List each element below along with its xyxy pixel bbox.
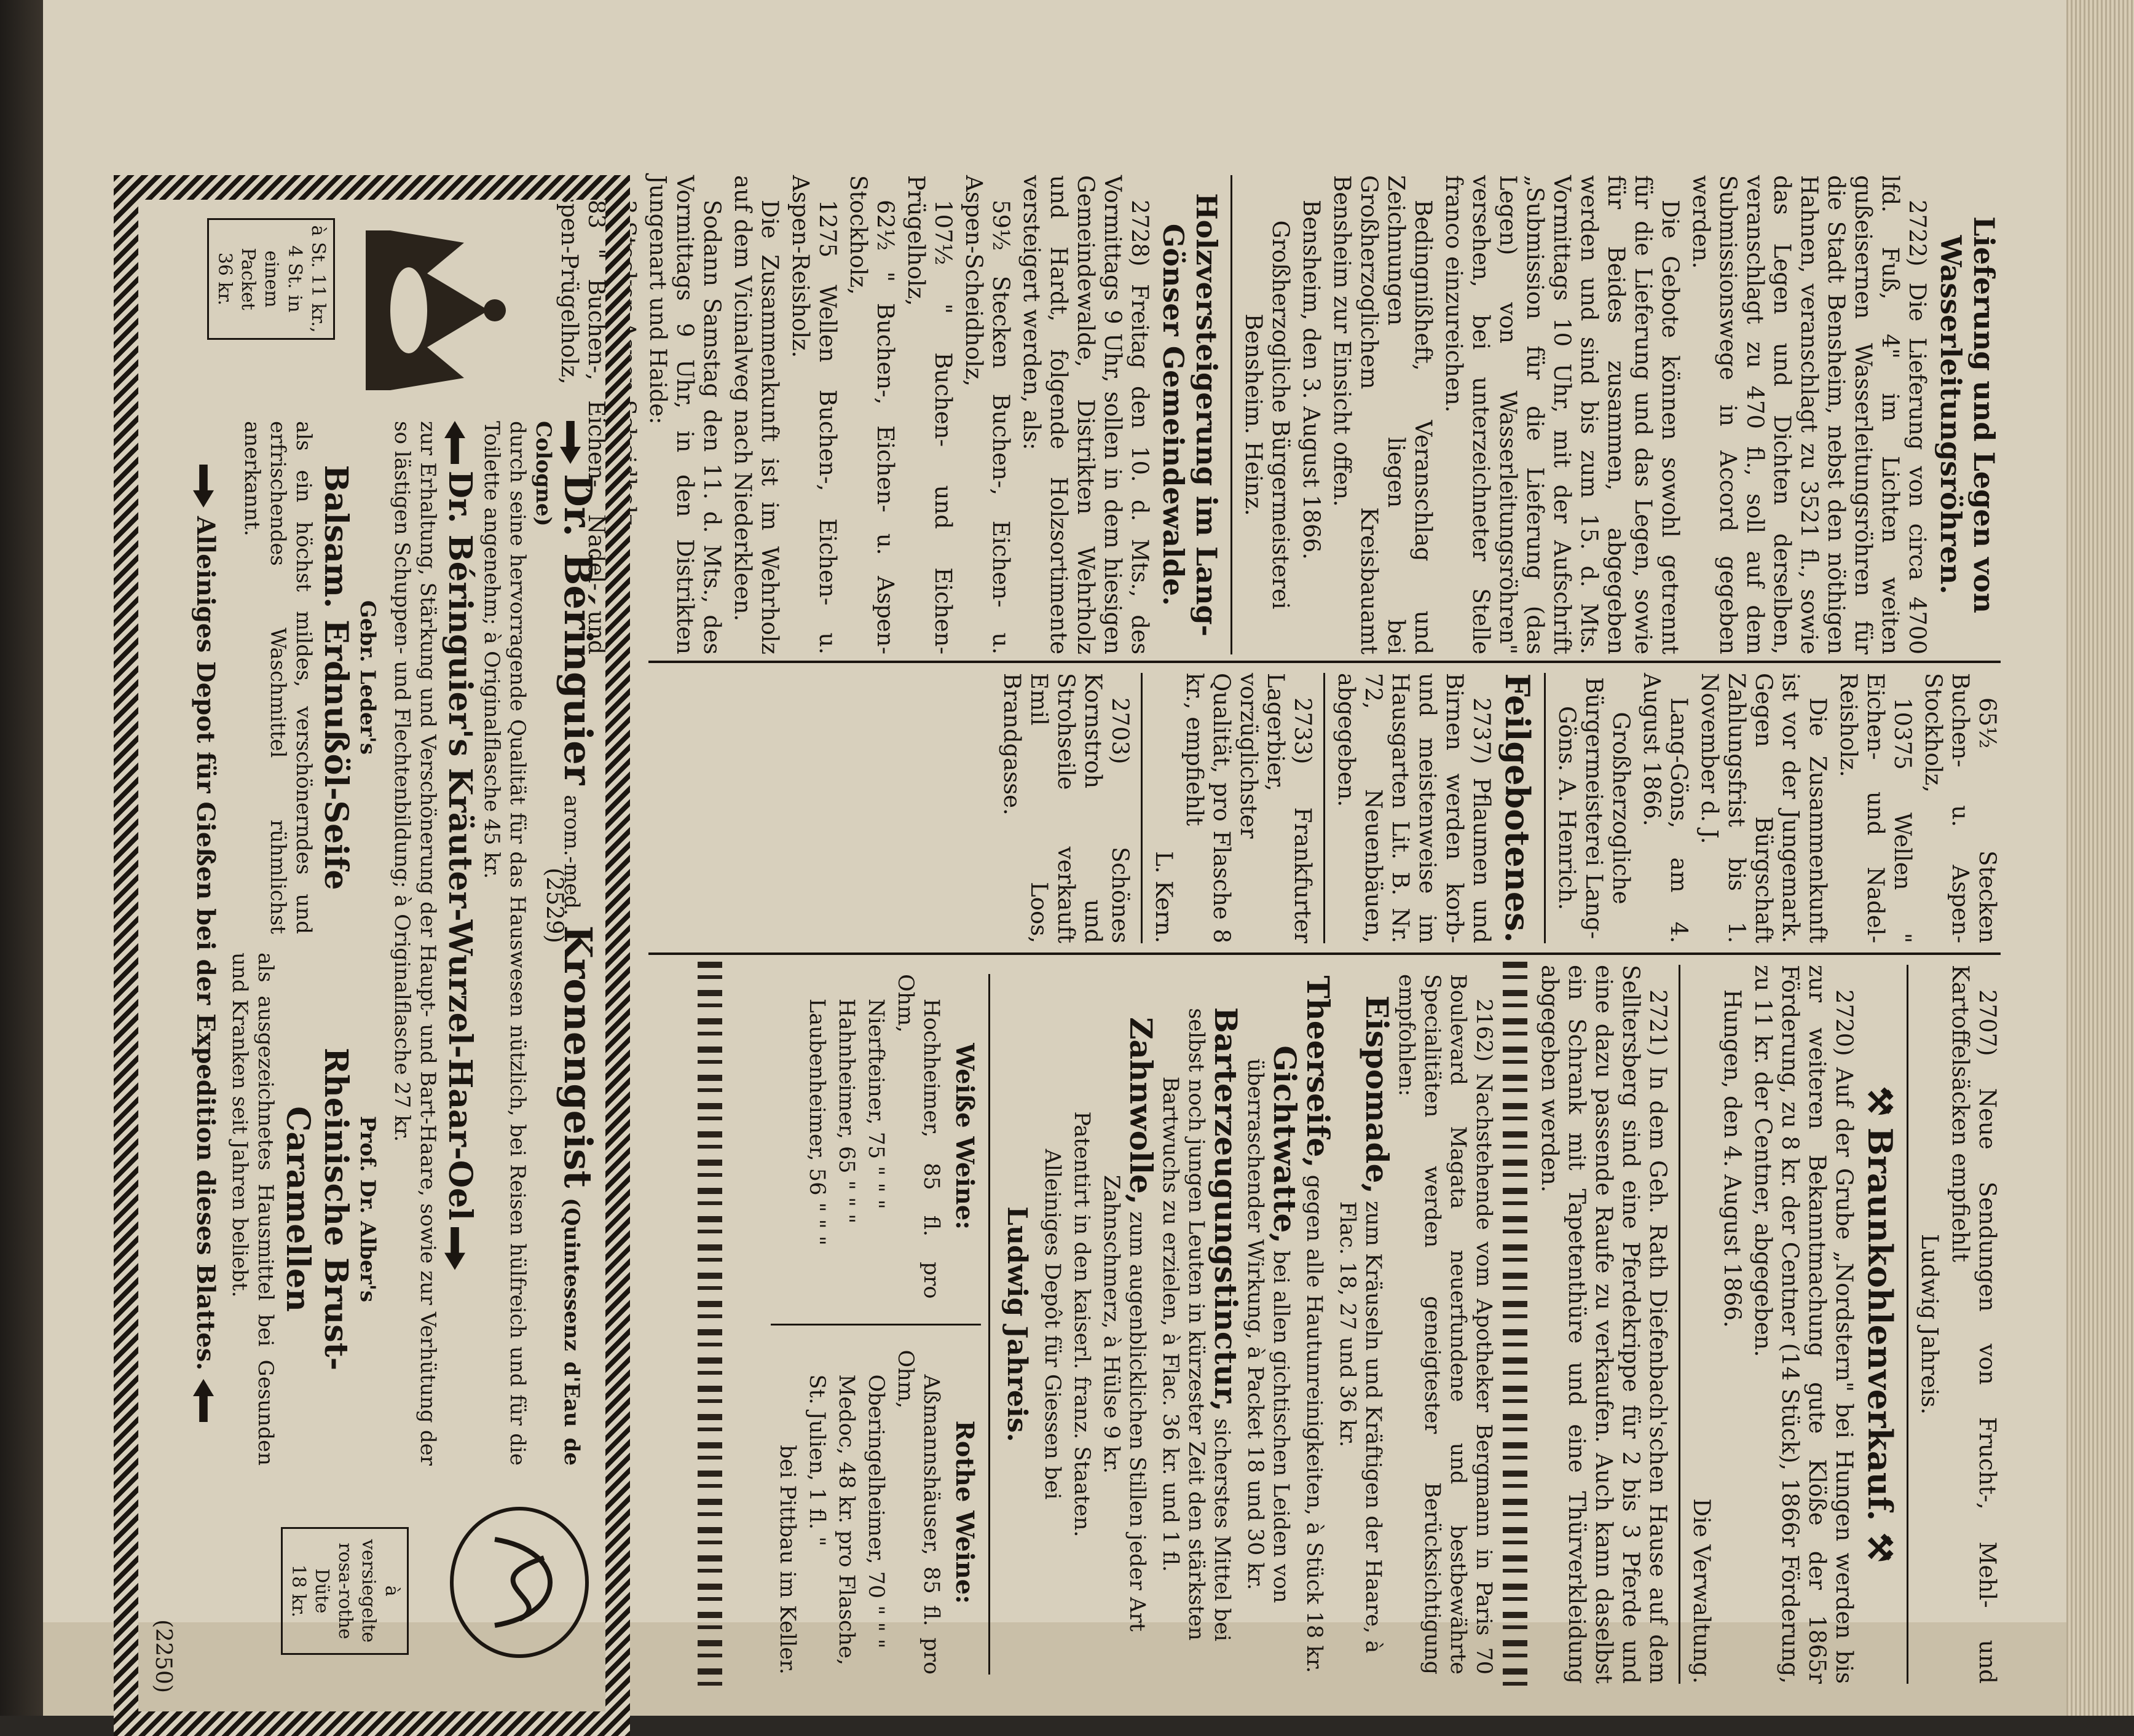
- water-pipes-p1: 2722) Die Lieferung von circa 4700 lfd. Fuß, 4" im Lichten weiten gußeisernen Wasserleitungsröhren für die Stadt Bensheim, nebst den nöthigen Hahnen, veranschlagt zu 3521 fl., sowie das Legen und Dichten derselben, veranschlagt zu 470 fl., soll auf dem Submissionswege in Accord gegeben werden.: [1688, 175, 1931, 654]
- depot-note: Alleiniges Depôt für Giessen bei: [1040, 1149, 1065, 1500]
- manger-ad: 2721) In dem Geh. Rath Diefenbach'schen Hause auf dem Selltersberg sind eine Pferdekrippe für 2 bis 3 Pferde und eine dazu passende Raufe zu verkaufen. Auch kann daselbst ein Schrank mit Tapetenthüre und eine Thürverkleidung abgegeben werden.: [1537, 965, 1671, 1684]
- theerseife-text: gegen alle Hautunreinigkeiten, à Stück 18 kr.: [1302, 1174, 1326, 1673]
- divider: [1323, 673, 1325, 943]
- haaroel-title: Dr. Béringuier's Kräuter-Wurzel-Haar-Oel: [441, 470, 479, 1220]
- water-pipes-p2: Die Gebote können sowohl getrennt für die Lieferung und das Legen, sowie für Beides zusammen, abgegeben werden und sind bis zum 15. d. Mts. Vormittags 10 Uhr, mit der Aufschrift „Submission für die Lieferung (das Legen) von Wasserleitungsröhren" versehen, bei unterzeichneter Stelle franco einzureichen.: [1441, 175, 1683, 654]
- patent-note: Patentirt in den kaiserl. franz. Staaten.: [1069, 1111, 1094, 1538]
- ornamental-border: [1503, 962, 1527, 1687]
- column-rule: [648, 661, 2001, 663]
- crossed-hammers-icon: ⚒: [1860, 1086, 1900, 1128]
- straw-ad: 2703) Schönes Kornstroh und Strohseile verkauft Emil Loos, Brandgasse.: [999, 673, 1133, 943]
- divider: [1230, 175, 1232, 654]
- wood-auction-p1: 2728) Freitag den 10. d. Mts., des Vormittags 9 Uhr, sollen in dem hiesigen Gemeindewalde, Distrikten Wehrholz und Hardt, folgende Holzsortimente versteigert werden, als:: [1018, 175, 1153, 654]
- divider: [1679, 965, 1680, 1684]
- divider: [1141, 673, 1143, 943]
- water-pipes-date: Bensheim, den 3. August 1866.: [1298, 200, 1325, 560]
- wood-auction-p3: Sodann Samstag den 11. d. Mts., des Vormittags 9 Uhr, in den Distrikten Jungenart und Haide:: [645, 175, 725, 654]
- divider: [1907, 965, 1908, 1684]
- wine-divider: [771, 1324, 981, 1326]
- divider: [988, 974, 990, 1675]
- rotated-newspaper-content: [126, 163, 2013, 1699]
- haaroel-text: zur Erhaltung, Stärkung und Verschönerung der Haupt- und Bart-Haare, sowie zur Verhütung der so lästigen Schuppen- und Flechtenbildung; à Originalflasche 27 kr.: [390, 421, 440, 1466]
- price-box-soap: à St. 11 kr., 4 St. in einem Packet 36 kr.: [207, 218, 335, 340]
- meeting-note: Die Zusammenkunft ist vor der Jungemark. Gegen Bürgschaft Zahlungsfrist bis 1. November d. J.: [1696, 673, 1831, 943]
- wood-list-7: 65½ Stecken Buchen- u. Aspen-Stockholz,: [1920, 673, 2001, 943]
- column-right: [1534, 965, 2001, 1684]
- wood-list-1: 59½ Stecken Buchen-, Eichen- u. Aspen-Scheidholz,: [961, 175, 1014, 654]
- wood-list-3: 62½ " Buchen-, Eichen- u. Aspen-Stockholz,: [845, 175, 899, 654]
- soap-maker: Gebr. Leder's: [355, 600, 380, 755]
- white-wines-heading: Weiße Weine:: [950, 1043, 979, 1230]
- wine-row: Hahnheimer, 65 " " ": [834, 999, 859, 1224]
- bergmann-intro: 2162) Nachstehende vom Apotheker Bergmann in Paris 70 Boulevard Magata neuerfundene und bestbewährte Specialitäten werden geneigtester Berücksichtigung empfohlen:: [1394, 974, 1496, 1675]
- wood-auction-heading: Holzversteigerung im Lang-Gönser Gemeindewalde.: [1157, 193, 1223, 637]
- lang-goens-signature: Großherzogliche Bürgermeisterei Lang-Göns. A. Henrich.: [1554, 677, 1634, 940]
- theerseife-title: Theerseife,: [1300, 975, 1336, 1168]
- caramel-text: als ausgezeichnetes Hausmittel bei Gesunden und Kranken seit Jahren beliebt.: [227, 952, 278, 1466]
- ad-reference-number: (2250): [151, 1619, 176, 1693]
- monogram-icon: [446, 1502, 593, 1662]
- wine-row: Hochheimer, 85 fl. pro Ohm,: [893, 974, 943, 1299]
- bergmann-ad: [771, 974, 1497, 1675]
- pointing-hand-icon: [560, 421, 581, 464]
- wine-row: Aßmannshäuser, 85 fl. pro Ohm,: [893, 1349, 943, 1675]
- column-middle: [537, 673, 2001, 943]
- wood-list-5: 3 Stecken Aspen-Scheidholz,: [614, 200, 640, 533]
- soap-text: als ein höchst mildes, verschönerndes und erfrischendes Waschmittel rühmlichst anerkannt.: [240, 421, 316, 934]
- gichtwatte-title: Gichtwatte,: [1267, 1045, 1303, 1244]
- bart-text: sicherstes Mittel bei selbst noch jungen Leuten in kürzester Zeit den stärksten Bartwuchs zu erzielen, à Flac. 36 kr. und 1 fl.: [1158, 1008, 1234, 1642]
- water-pipes-p3: Bedingnißheft, Veranschlag und Zeichnungen liegen bei Großherzoglichem Kreisbauamt Bensheim zur Einsicht offen.: [1329, 175, 1436, 654]
- depot-footer: Alleiniges Depot für Gießen bei der Expedition dieses Blattes.: [191, 516, 220, 1371]
- eispomade-text: zum Kräuseln und Kräftigen der Haare, à Flac. 18, 27 und 36 kr.: [1335, 1200, 1385, 1654]
- ornamental-border: [698, 962, 722, 1687]
- wine-row: Medoc, 48 kr. pro Flasche,: [834, 1374, 859, 1666]
- wood-list-8: 10375 Wellen " Eichen- und Nadel-Reisholz.: [1835, 673, 1916, 943]
- ad-text: [192, 421, 599, 1466]
- water-pipes-heading: Lieferung und Legen von Wasserleitungsröhren.: [1934, 216, 2001, 613]
- lang-goens-date: Lang-Göns, am 4. August 1866.: [1639, 673, 1692, 943]
- soap-block: [227, 421, 380, 934]
- wood-list-6: 83 " Buchen-, Eichen-, Nadel- und Aspen-Prügelholz,: [556, 175, 610, 654]
- red-wines: [771, 1350, 981, 1675]
- for-sale-heading: Feilgebotenes.: [1498, 673, 1537, 943]
- sacks-signature: Ludwig Jahreis.: [1916, 1234, 1943, 1415]
- coal-signature: Die Verwaltung.: [1688, 1498, 1715, 1684]
- book-edge: [2066, 0, 2134, 1716]
- red-wines-heading: Rothe Weine:: [950, 1420, 979, 1604]
- coal-heading: ⚒ Braunkohlenverkauf. ⚒: [1860, 1086, 1900, 1563]
- perfume-advertisement: [114, 175, 630, 1736]
- kronengeist-text: durch seine hervorragende Qualität für das Hauswesen nützlich, bei Reisen hülfreich und für die Toilette angenehm; à Originalflasche 45 kr.: [479, 421, 530, 1466]
- reference-number: (2529): [541, 867, 568, 943]
- wine-row: St. Julien, 1 fl. ": [805, 1374, 829, 1547]
- caramel-maker: Prof. Dr. Alber's: [355, 1115, 380, 1303]
- column-left: [552, 175, 2001, 654]
- wine-row: Nierfteiner, 75 " " ": [864, 999, 888, 1209]
- soap-title: Balsam. Erdnußöl-Seife: [317, 465, 355, 890]
- fruit-ad: 2737) Pflaumen und Birnen werden korb- und meistenweise im Hausgarten Lit. B. Nr. 72, Neuenbäuen, abgegeben.: [1333, 673, 1495, 943]
- zahnwolle-text: zum augenblicklichen Stillen jeder Art Zahnschmerz, à Hülse 9 kr.: [1099, 1174, 1149, 1632]
- lagerbier-ad: 2733) Frankfurter Lagerbier, vorzüglichster Qualität, pro Flasche 8 kr., empfiehlt: [1181, 673, 1316, 943]
- coal-date: Hungen, den 4. August 1866.: [1719, 989, 1746, 1328]
- wood-list-2: 107½ " Buchen- und Eichen-Prügelholz,: [903, 175, 956, 654]
- crown-icon: [353, 218, 513, 403]
- lagerbier-signature: L. Kern.: [1151, 851, 1177, 943]
- gichtwatte-text: bei allen gichtischen Leiden von überraschender Wirkung, à Packet 18 und 30 kr.: [1243, 1058, 1293, 1603]
- wood-auction-p2: Die Zusammenkunft ist im Wehrholz auf dem Vicinalweg nach Niederkleen.: [730, 175, 783, 654]
- kronengeist-sub: arom.-med.: [559, 795, 584, 916]
- white-wines: [771, 974, 981, 1299]
- water-pipes-signature: Großherzogliche Bürgermeisterei Bensheim. Heinz.: [1240, 220, 1294, 610]
- pointing-hand-icon: [193, 465, 214, 508]
- eispomade-title: Eispomade,: [1359, 995, 1395, 1194]
- wine-row: Laubenheimer, 56 " " ": [805, 999, 829, 1246]
- pointing-hand-icon: [444, 421, 465, 464]
- wine-list: [771, 974, 981, 1675]
- wood-list-4: 1275 Wellen Buchen-, Eichen- u. Aspen-Reisholz.: [787, 175, 841, 654]
- bart-title: Barterzeugungstinctur,: [1208, 1007, 1244, 1412]
- kronengeist-maker: Dr. Béringuier: [556, 474, 600, 785]
- pointing-hand-icon: [444, 1227, 465, 1270]
- column-rule: [648, 952, 2001, 955]
- kronengeist-note: (Quintessenz d'Eau de Cologne): [531, 421, 584, 1466]
- pointing-hand-icon: [193, 1379, 214, 1422]
- binding-shadow: [0, 0, 43, 1716]
- price-box-caramel: à versiegelte rosa-rothe Düte 18 kr.: [281, 1527, 409, 1655]
- coal-ad: 2720) Auf der Grube „Nordstern" bei Hungen werden bis zur weiteren Bekanntmachung gute Klöße der 1865r Förderung, zu 8 kr. der Centner (14 Stück), 1866r Förderung, zu 11 kr. der Centner, abgegeben.: [1750, 965, 1857, 1684]
- seller-name: Ludwig Jahreis.: [1001, 1206, 1033, 1442]
- sacks-ad: 2707) Neue Sendungen von Frucht-, Mehl- und Kartoffelsäcken empfiehlt: [1947, 965, 2001, 1684]
- crossed-hammers-icon: ⚒: [1860, 1521, 1900, 1563]
- caramel-block: [227, 952, 380, 1466]
- zahnwolle-title: Zahnwolle,: [1123, 1017, 1159, 1205]
- divider: [1544, 673, 1546, 943]
- wine-row: Oberingelheimer, 70 " " ": [864, 1374, 888, 1649]
- wine-signature: bei Pittbau im Keller.: [775, 1445, 800, 1675]
- caramel-title: Rheinische Brust-Caramellen: [279, 1047, 355, 1371]
- kronengeist-title: Kronengeist: [556, 925, 600, 1188]
